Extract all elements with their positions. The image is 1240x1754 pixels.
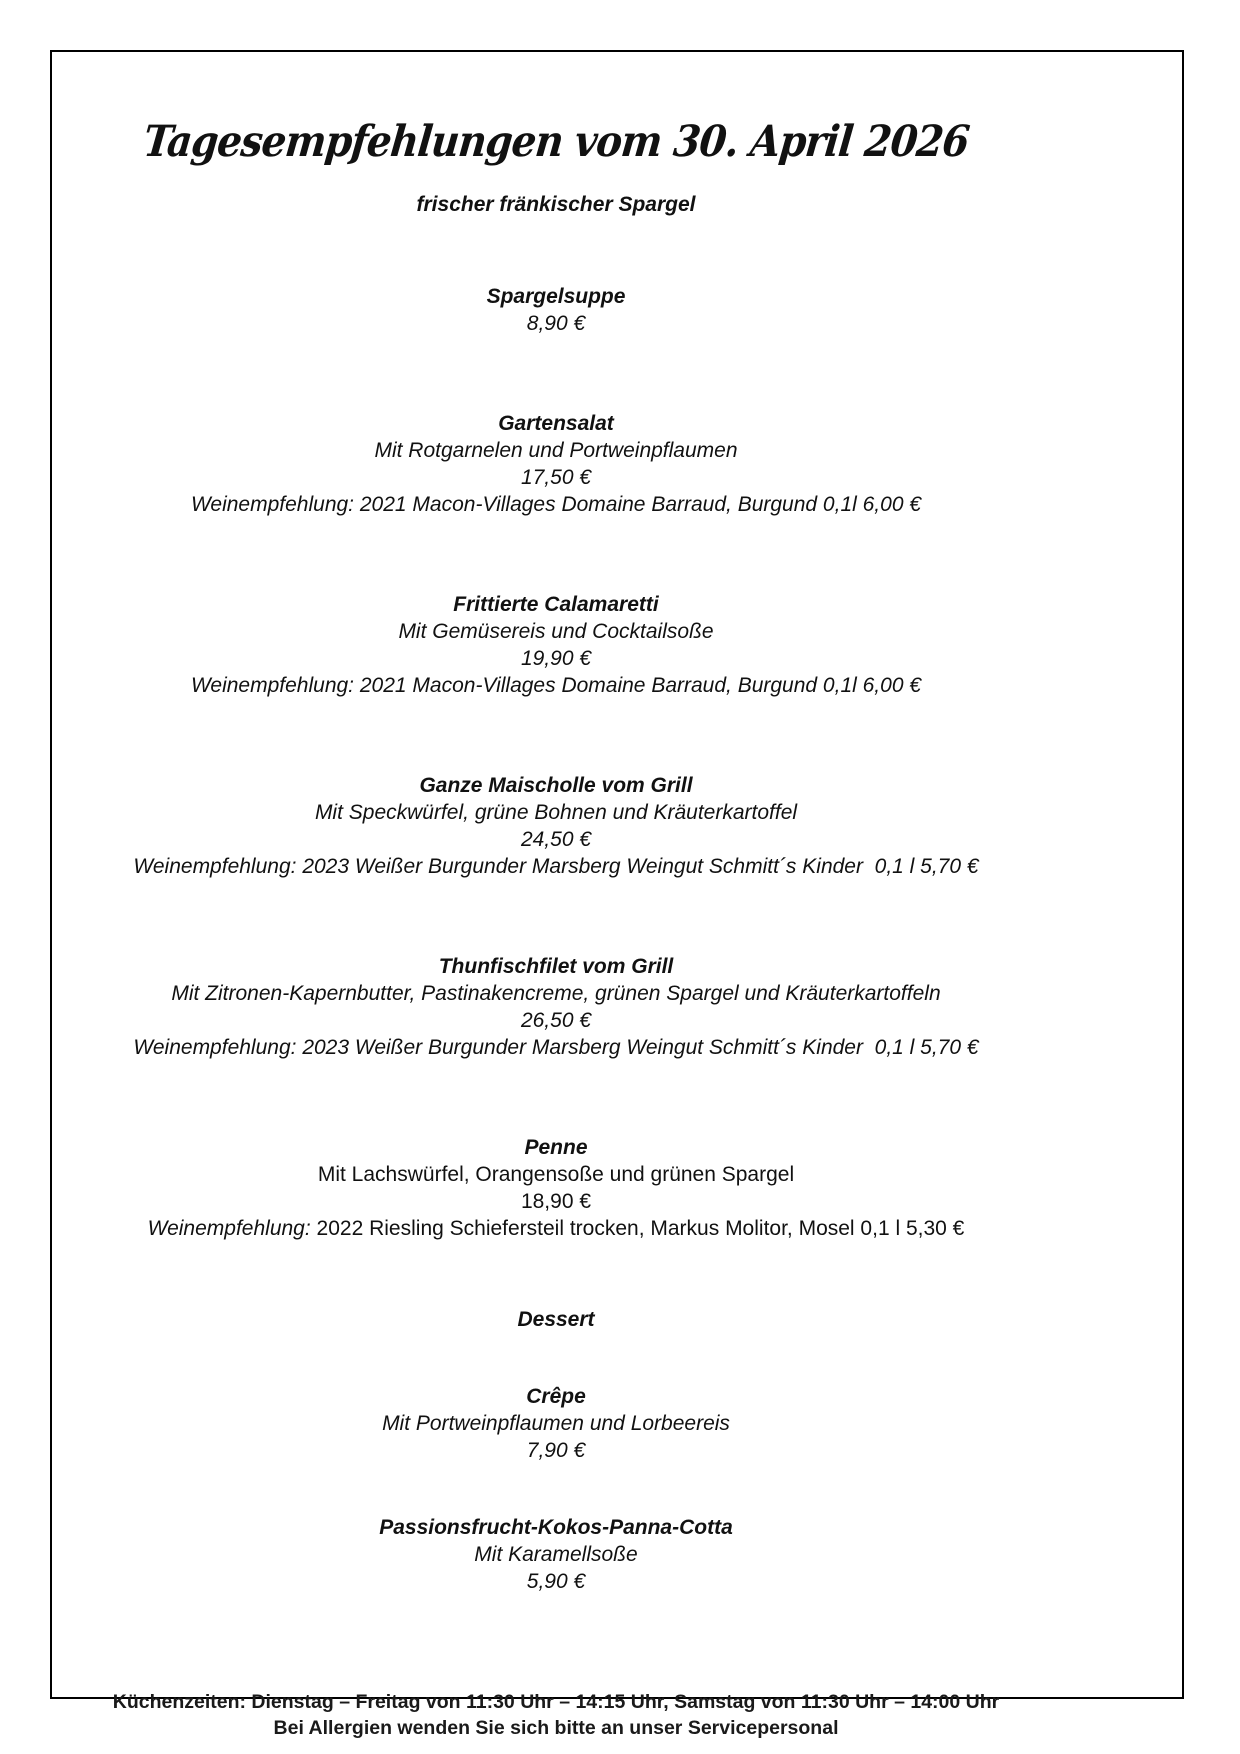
kitchen-hours: Küchenzeiten: Dienstag – Freitag von 11:30 Uhr – 14:15 Uhr, Samstag von 11:30 Uhr – 14:00 Uhr [112, 1691, 1000, 1714]
item-name: Passionsfrucht-Kokos-Panna-Cotta [379, 1516, 733, 1540]
item-price: 8,90 € [526, 312, 586, 336]
wine-text: 2021 Macon-Villages Domaine Barraud, Burgund 0,1l 6,00 € [359, 493, 922, 517]
wine-text: 2023 Weißer Burgunder Marsberg Weingut Schmitt´s Kinder 0,1 l 5,70 € [302, 855, 979, 879]
item-price: 17,50 € [520, 466, 592, 490]
menu-item-penne [58, 1134, 1054, 1242]
wine-label: Weinempfehlung: [133, 1036, 297, 1060]
wine-text: 2023 Weißer Burgunder Marsberg Weingut Schmitt´s Kinder 0,1 l 5,70 € [302, 1036, 979, 1060]
item-price: 19,90 € [520, 647, 592, 671]
wine-label: Weinempfehlung: [190, 493, 355, 517]
item-wine-recommendation [58, 1034, 1054, 1061]
menu-item-thunfischfilet [58, 953, 1054, 1061]
menu-content [52, 52, 1182, 1740]
menu-sections [58, 283, 1054, 1595]
menu-item-maischolle [58, 772, 1054, 880]
menu-page-frame [50, 50, 1184, 1740]
page-subtitle: frischer fränkischer Spargel [416, 193, 696, 217]
item-description: Mit Speckwürfel, grüne Bohnen und Kräuterkartoffel [314, 801, 798, 825]
item-name: Gartensalat [498, 412, 614, 436]
wine-text: 2021 Macon-Villages Domaine Barraud, Burgund 0,1l 6,00 € [359, 674, 922, 698]
menu-item-crepe [58, 1383, 1054, 1464]
menu-item-spargelsuppe [58, 283, 1054, 337]
item-description: Mit Karamellsoße [474, 1543, 638, 1567]
item-price: 18,90 € [520, 1190, 592, 1214]
item-price: 26,50 € [520, 1009, 592, 1033]
item-description: Mit Zitronen-Kapernbutter, Pastinakencreme, grünen Spargel und Kräuterkartoffeln [171, 982, 941, 1006]
page-title: Tagesempfehlungen vom 30. April 2026 [141, 117, 972, 167]
item-name: Frittierte Calamaretti [453, 593, 659, 617]
menu-item-panna-cotta [58, 1514, 1054, 1595]
item-wine-recommendation [58, 853, 1054, 880]
item-description: Mit Rotgarnelen und Portweinpflaumen [374, 439, 738, 463]
item-price: 24,50 € [520, 828, 592, 852]
dessert-section-heading: Dessert [517, 1308, 595, 1332]
wine-label: Weinempfehlung: [190, 674, 355, 698]
item-price: 5,90 € [526, 1570, 586, 1594]
item-wine-recommendation [58, 491, 1054, 518]
item-wine-recommendation [58, 1215, 1054, 1242]
item-description: Mit Portweinpflaumen und Lorbeereis [382, 1412, 730, 1436]
menu-item-calamaretti [58, 591, 1054, 699]
wine-text: 2022 Riesling Schiefersteil trocken, Markus Molitor, Mosel 0,1 l 5,30 € [316, 1217, 965, 1241]
item-description: Mit Gemüsereis und Cocktailsoße [398, 620, 714, 644]
item-wine-recommendation [58, 672, 1054, 699]
item-name: Spargelsuppe [486, 285, 626, 309]
wine-label: Weinempfehlung: [147, 1217, 311, 1241]
item-price: 7,90 € [526, 1439, 586, 1463]
item-name: Thunfischfilet vom Grill [438, 955, 674, 979]
allergy-note: Bei Allergien wenden Sie sich bitte an unser Servicepersonal [273, 1717, 839, 1740]
footer-notes [58, 1689, 1054, 1741]
item-name: Crêpe [526, 1385, 586, 1409]
item-description: Mit Lachswürfel, Orangensoße und grünen Spargel [317, 1163, 795, 1187]
item-name: Ganze Maischolle vom Grill [419, 774, 693, 798]
item-name: Penne [524, 1136, 588, 1160]
menu-item-gartensalat [58, 410, 1054, 518]
wine-label: Weinempfehlung: [133, 855, 297, 879]
